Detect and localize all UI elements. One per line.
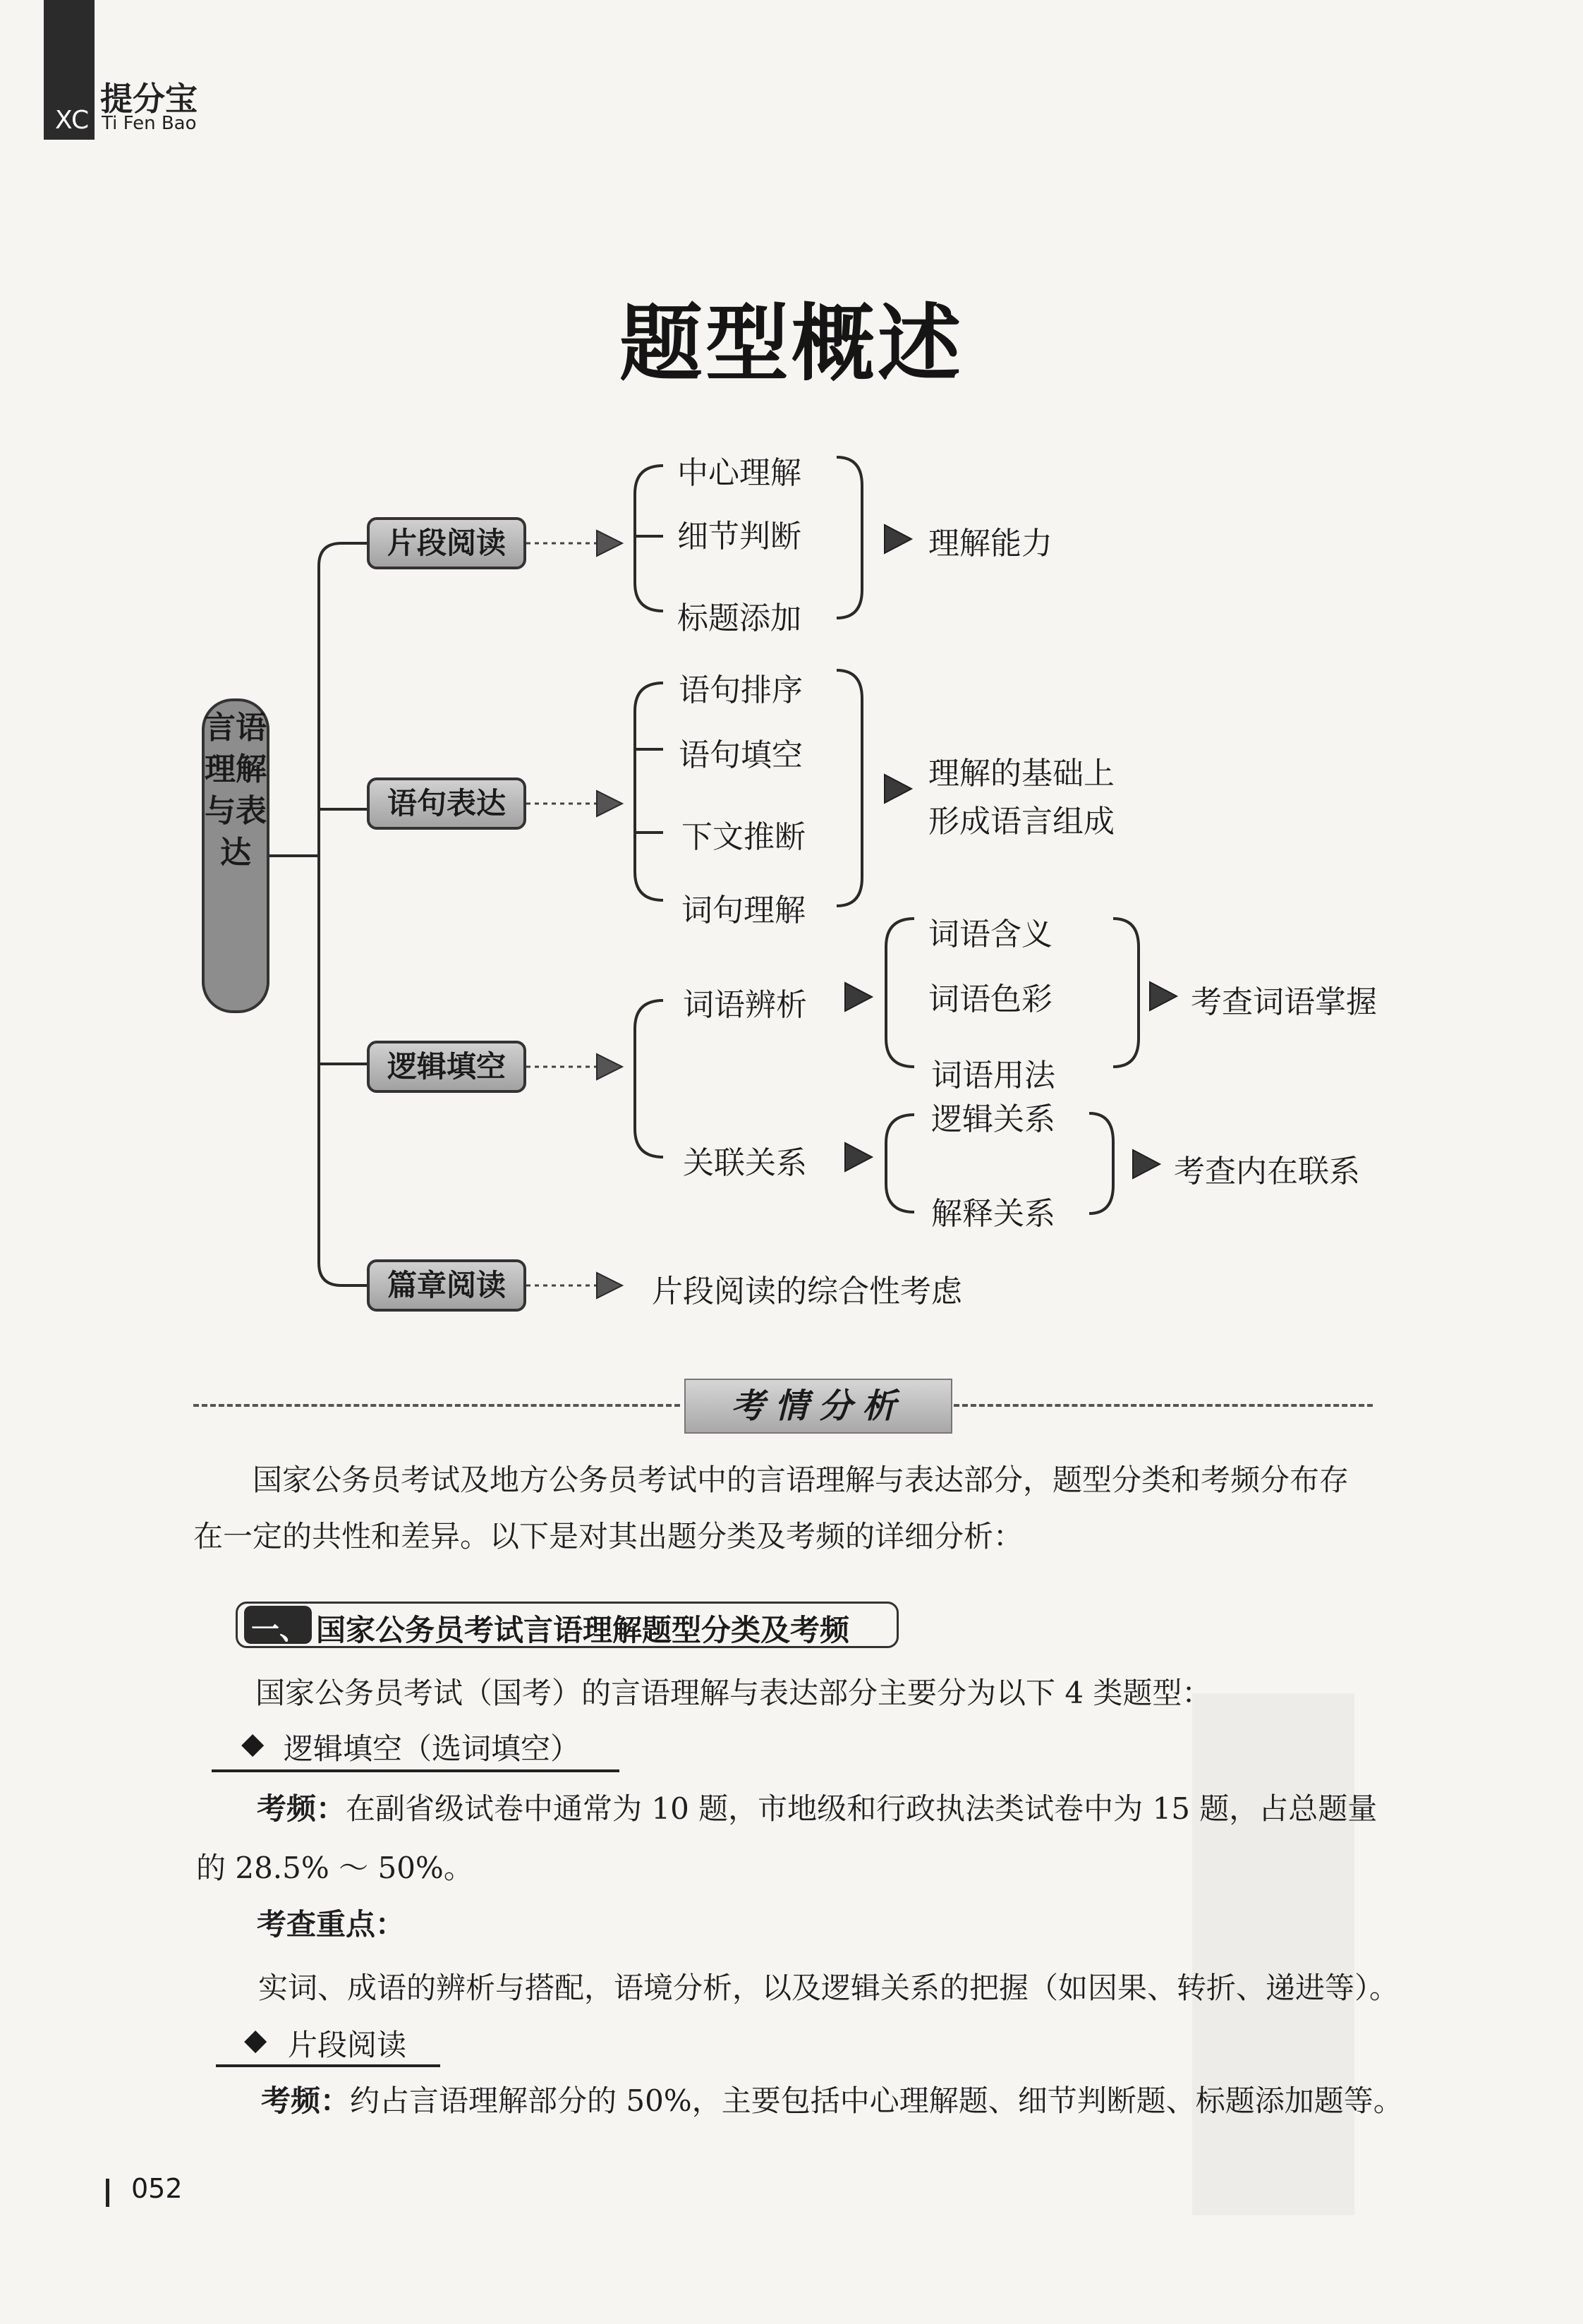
- item-detail-judgment: 细节判断: [677, 519, 801, 555]
- item-explain-relation: 解释关系: [931, 1196, 1055, 1232]
- item-sentence-fill: 语句填空: [679, 737, 803, 773]
- item-sentence-order: 语句排序: [679, 672, 803, 708]
- analysis-banner: 考情分析: [684, 1379, 952, 1434]
- item-phrase-understanding: 词句理解: [681, 892, 806, 928]
- result-comprehension: 理解能力: [928, 526, 1053, 562]
- item-word-discrimination: 词语辨析: [683, 987, 807, 1023]
- item1-focus-text: 实词、成语的辨析与搭配，语境分析，以及逻辑关系的把握（如因果、转折、递进等）。: [258, 1971, 1400, 2005]
- section-number: 一、: [251, 1613, 308, 1646]
- category-passage-reading: 篇章阅读: [367, 1259, 526, 1312]
- item-word-usage: 词语用法: [931, 1058, 1055, 1094]
- item-center-understanding: 中心理解: [677, 455, 801, 491]
- item-word-meaning: 词语含义: [928, 916, 1053, 952]
- diamond-bullet-icon-2: ◆: [244, 2022, 267, 2057]
- item1-underline: [212, 1769, 619, 1772]
- item2-name: 片段阅读: [288, 2028, 407, 2062]
- page-number: 052: [131, 2173, 183, 2204]
- header-brand-en: Ti Fen Bao: [102, 113, 197, 134]
- item-title-adding: 标题添加: [677, 600, 801, 636]
- item1-name: 逻辑填空（选词填空）: [284, 1731, 581, 1766]
- item-word-color: 词语色彩: [928, 981, 1053, 1017]
- category-sentence-expression: 语句表达: [367, 777, 526, 830]
- result-passage-comprehensive: 片段阅读的综合性考虑: [652, 1273, 962, 1309]
- intro-line1: 国家公务员考试及地方公务员考试中的言语理解与表达部分，题型分类和考频分布存: [253, 1463, 1350, 1497]
- page-number-bar: [106, 2179, 109, 2207]
- section-intro: 国家公务员考试（国考）的言语理解与表达部分主要分为以下 4 类题型：: [255, 1676, 1212, 1710]
- intro-line2: 在一定的共性和差异。以下是对其出题分类及考频的详细分析：: [193, 1519, 1024, 1554]
- result-word-mastery: 考查词语掌握: [1191, 984, 1377, 1020]
- divider-left: [193, 1404, 680, 1407]
- page-shadow: [1192, 1693, 1354, 2215]
- item1-focus-label: 考查重点：: [257, 1907, 406, 1942]
- diamond-bullet-icon: ◆: [241, 1726, 265, 1760]
- item1-freq-text: 在副省级试卷中通常为 10 题，市地级和行政执法类试卷中为 15 题，占总题量: [346, 1791, 1378, 1826]
- item2-underline: [216, 2064, 440, 2067]
- category-logic-fill: 逻辑填空: [367, 1041, 526, 1093]
- item-association: 关联关系: [683, 1145, 807, 1181]
- item2-freq-label: 考频：: [261, 2083, 351, 2118]
- result-basis-line1: 理解的基础上: [928, 756, 1115, 792]
- result-internal-link: 考查内在联系: [1174, 1154, 1360, 1190]
- item-next-inference: 下文推断: [681, 819, 806, 855]
- section-title: 国家公务员考试言语理解题型分类及考频: [316, 1613, 850, 1647]
- item1-frequency-line2: 的 28.5% ～ 50%。: [196, 1851, 473, 1885]
- item-logic-relation: 逻辑关系: [931, 1101, 1055, 1137]
- item2-freq-text: 约占言语理解部分的 50%，主要包括中心理解题、细节判断题、标题添加题等。: [350, 2083, 1403, 2118]
- divider-right: [954, 1404, 1373, 1407]
- header-brand-cn: 提分宝: [100, 80, 198, 118]
- mindmap-root-label: 言语理解与表达: [205, 710, 267, 871]
- category-fragment-reading: 片段阅读: [367, 517, 526, 569]
- result-basis-line2: 形成语言组成: [928, 804, 1115, 840]
- item1-freq-label: 考频：: [257, 1791, 346, 1826]
- page-title: 题型概述: [619, 294, 964, 392]
- header-logo-xc: XC: [55, 106, 90, 135]
